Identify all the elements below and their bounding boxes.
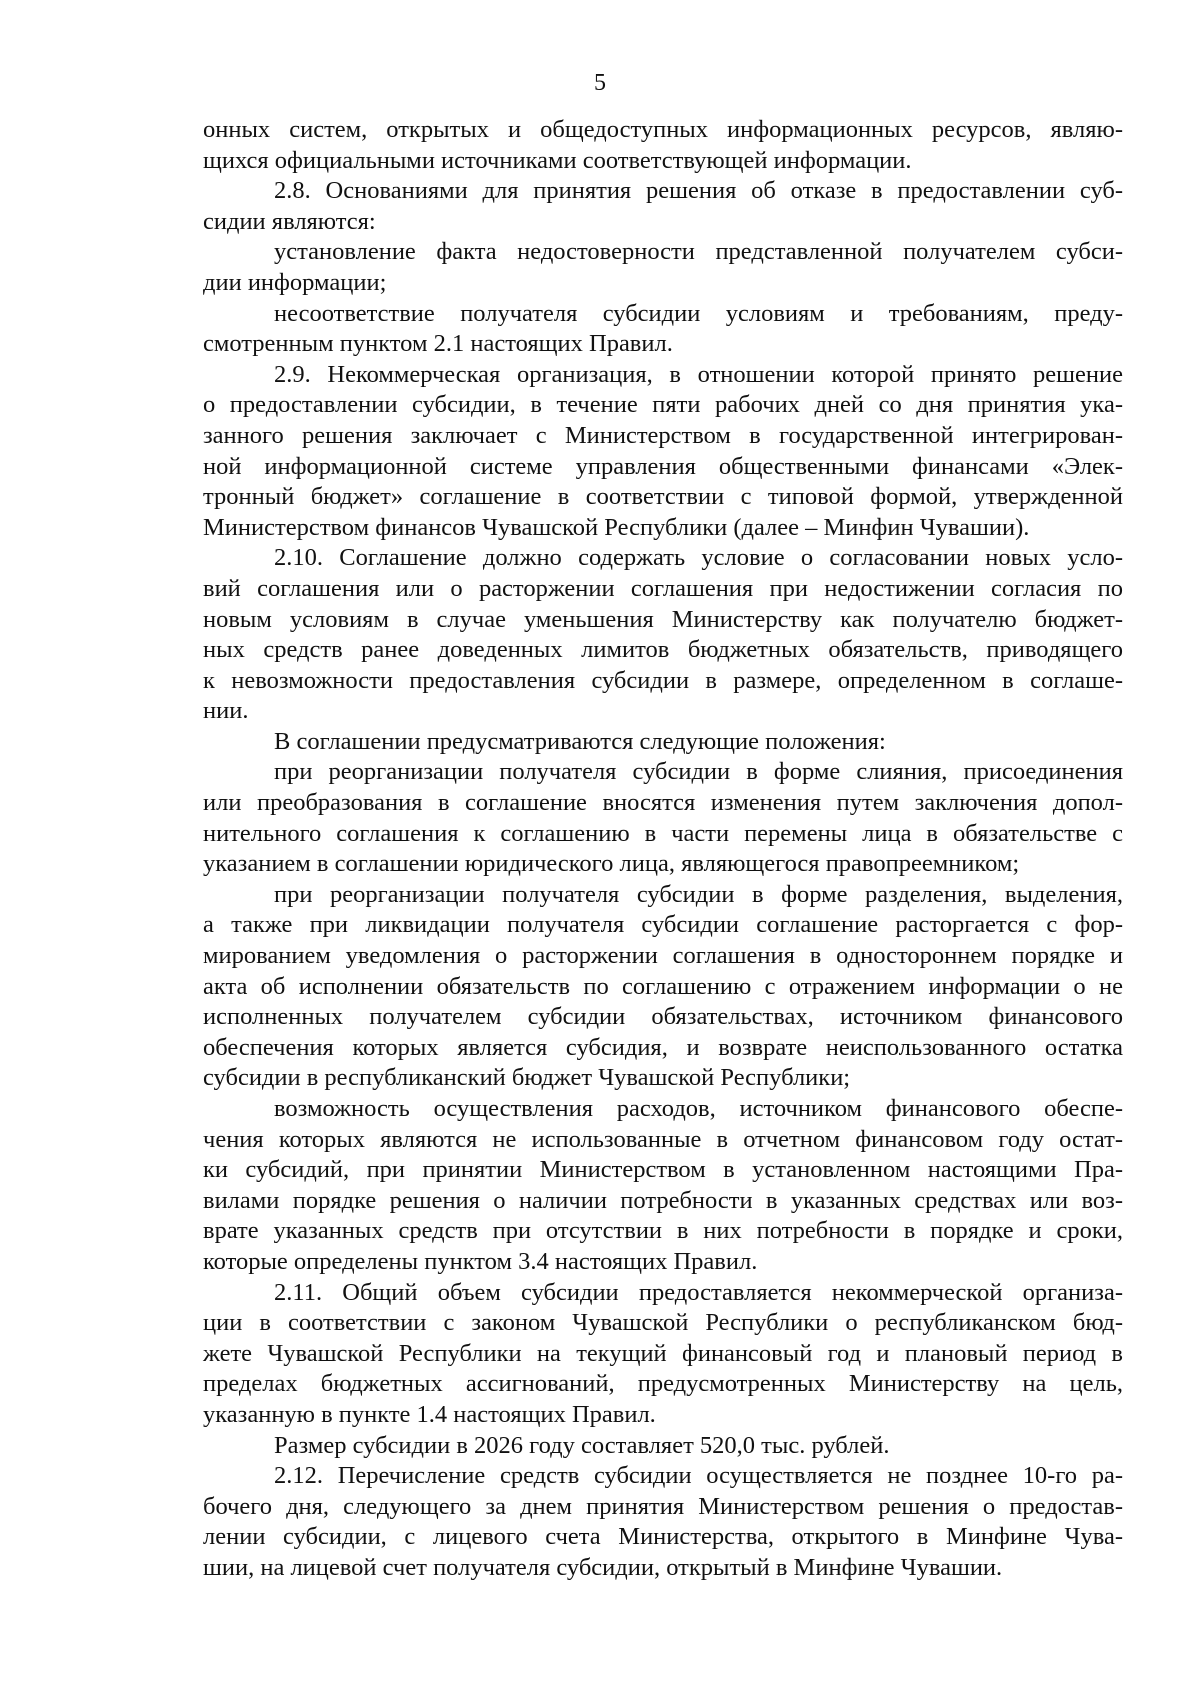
text-line: указанную в пункте 1.4 настоящих Правил.: [203, 1400, 656, 1428]
text-line: чения которых являются не использованные в отчетном финансовом году остат-: [203, 1125, 1123, 1153]
text-line: к невозможности предоставления субсидии в размере, определенном в соглаше-: [203, 666, 1123, 694]
page-number: 5: [594, 70, 606, 96]
paragraph: [203, 115, 1123, 176]
text-line: вилами порядке решения о наличии потребности в указанных средствах или воз-: [203, 1186, 1123, 1214]
text-line: ных средств ранее доведенных лимитов бюджетных обязательств, приводящего: [203, 636, 1123, 664]
text-line: тронный бюджет» соглашение в соответствии с типовой формой, утвержденной: [203, 483, 1123, 511]
text-line: ной информационной системе управления общественными финансами «Элек-: [203, 452, 1123, 480]
text-line: которые определены пунктом 3.4 настоящих Правил.: [203, 1247, 758, 1275]
text-line: о предоставлении субсидии, в течение пяти рабочих дней со дня принятия ука-: [203, 391, 1123, 419]
text-line: исполненных получателем субсидии обязательствах, источником финансового: [203, 1003, 1123, 1031]
text-line: обеспечения которых является субсидия, и возврате неиспользованного остатка: [203, 1033, 1123, 1061]
text-line: лении субсидии, с лицевого счета Министерства, открытого в Минфине Чува-: [203, 1523, 1123, 1551]
text-line: пределах бюджетных ассигнований, предусмотренных Министерству на цель,: [203, 1370, 1123, 1398]
text-line: при реорганизации получателя субсидии в форме разделения, выделения,: [274, 880, 1123, 908]
text-line: врате указанных средств при отсутствии в них потребности в порядке и сроки,: [203, 1217, 1123, 1245]
text-line: несоответствие получателя субсидии условиям и требованиям, преду-: [274, 299, 1123, 327]
text-line: а также при ликвидации получателя субсидии соглашение расторгается с фор-: [203, 911, 1123, 939]
text-line: 2.8. Основаниями для принятия решения об отказе в предоставлении суб-: [274, 177, 1123, 205]
paragraph: [203, 1431, 1123, 1462]
text-line: дии информации;: [203, 268, 387, 296]
text-line: ки субсидий, при принятии Министерством в установленном настоящими Пра-: [203, 1156, 1123, 1184]
text-line: нительного соглашения к соглашению в части перемены лица в обязательстве с: [203, 819, 1123, 847]
text-line: занного решения заключает с Министерством в государственной интегрирован-: [203, 421, 1123, 449]
text-line: 2.11. Общий объем субсидии предоставляется некоммерческой организа-: [274, 1278, 1123, 1306]
text-line: онных систем, открытых и общедоступных информационных ресурсов, являю-: [203, 116, 1123, 143]
paragraph: [203, 543, 1123, 727]
text-line: 2.12. Перечисление средств субсидии осуществляется не позднее 10-го ра-: [274, 1462, 1123, 1490]
text-line: новым условиям в случае уменьшения Министерству как получателю бюджет-: [203, 605, 1123, 633]
text-line: Размер субсидии в 2026 году составляет 520,0 тыс. рублей.: [274, 1431, 890, 1459]
paragraph: [203, 360, 1123, 544]
text-line: мированием уведомления о расторжении соглашения в одностороннем порядке и: [203, 942, 1123, 970]
paragraph: [203, 176, 1123, 237]
text-line: ции в соответствии с законом Чувашской Республики о республиканском бюд-: [203, 1309, 1123, 1337]
paragraph: [203, 1094, 1123, 1278]
text-line: установление факта недостоверности представленной получателем субси-: [274, 238, 1123, 266]
text-line: Министерством финансов Чувашской Республики (далее – Минфин Чувашии).: [203, 513, 1030, 541]
paragraph: [203, 1461, 1123, 1583]
text-line: шии, на лицевой счет получателя субсидии, открытый в Минфине Чувашии.: [203, 1553, 1003, 1581]
paragraph: [203, 237, 1123, 298]
document-body: [203, 115, 1123, 1584]
text-line: смотренным пунктом 2.1 настоящих Правил.: [203, 330, 673, 358]
paragraph: [203, 757, 1123, 879]
paragraph: [203, 1278, 1123, 1431]
text-line: возможность осуществления расходов, источником финансового обеспе-: [274, 1095, 1123, 1122]
paragraph: [203, 880, 1123, 1094]
text-line: нии.: [203, 697, 249, 725]
text-line: вий соглашения или о расторжении соглашения при недостижении согласия по: [203, 574, 1123, 602]
text-line: 2.10. Соглашение должно содержать условие о согласовании новых усло-: [274, 544, 1123, 572]
text-line: щихся официальными источниками соответствующей информации.: [203, 146, 912, 174]
text-line: акта об исполнении обязательств по соглашению с отражением информации о не: [203, 972, 1123, 1000]
paragraph: [203, 299, 1123, 360]
text-line: субсидии в республиканский бюджет Чувашской Республики;: [203, 1064, 851, 1092]
text-line: В соглашении предусматриваются следующие положения:: [274, 727, 886, 755]
text-line: при реорганизации получателя субсидии в форме слияния, присоединения: [274, 758, 1123, 786]
text-line: сидии являются:: [203, 207, 376, 235]
text-line: указанием в соглашении юридического лица, являющегося правопреемником;: [203, 850, 1020, 878]
text-line: 2.9. Некоммерческая организация, в отношении которой принято решение: [274, 360, 1123, 388]
text-line: жете Чувашской Республики на текущий финансовый год и плановый период в: [203, 1339, 1123, 1367]
paragraph: [203, 727, 1123, 758]
text-line: бочего дня, следующего за днем принятия Министерством решения о предостав-: [203, 1492, 1123, 1520]
text-line: или преобразования в соглашение вносятся изменения путем заключения допол-: [203, 789, 1123, 817]
